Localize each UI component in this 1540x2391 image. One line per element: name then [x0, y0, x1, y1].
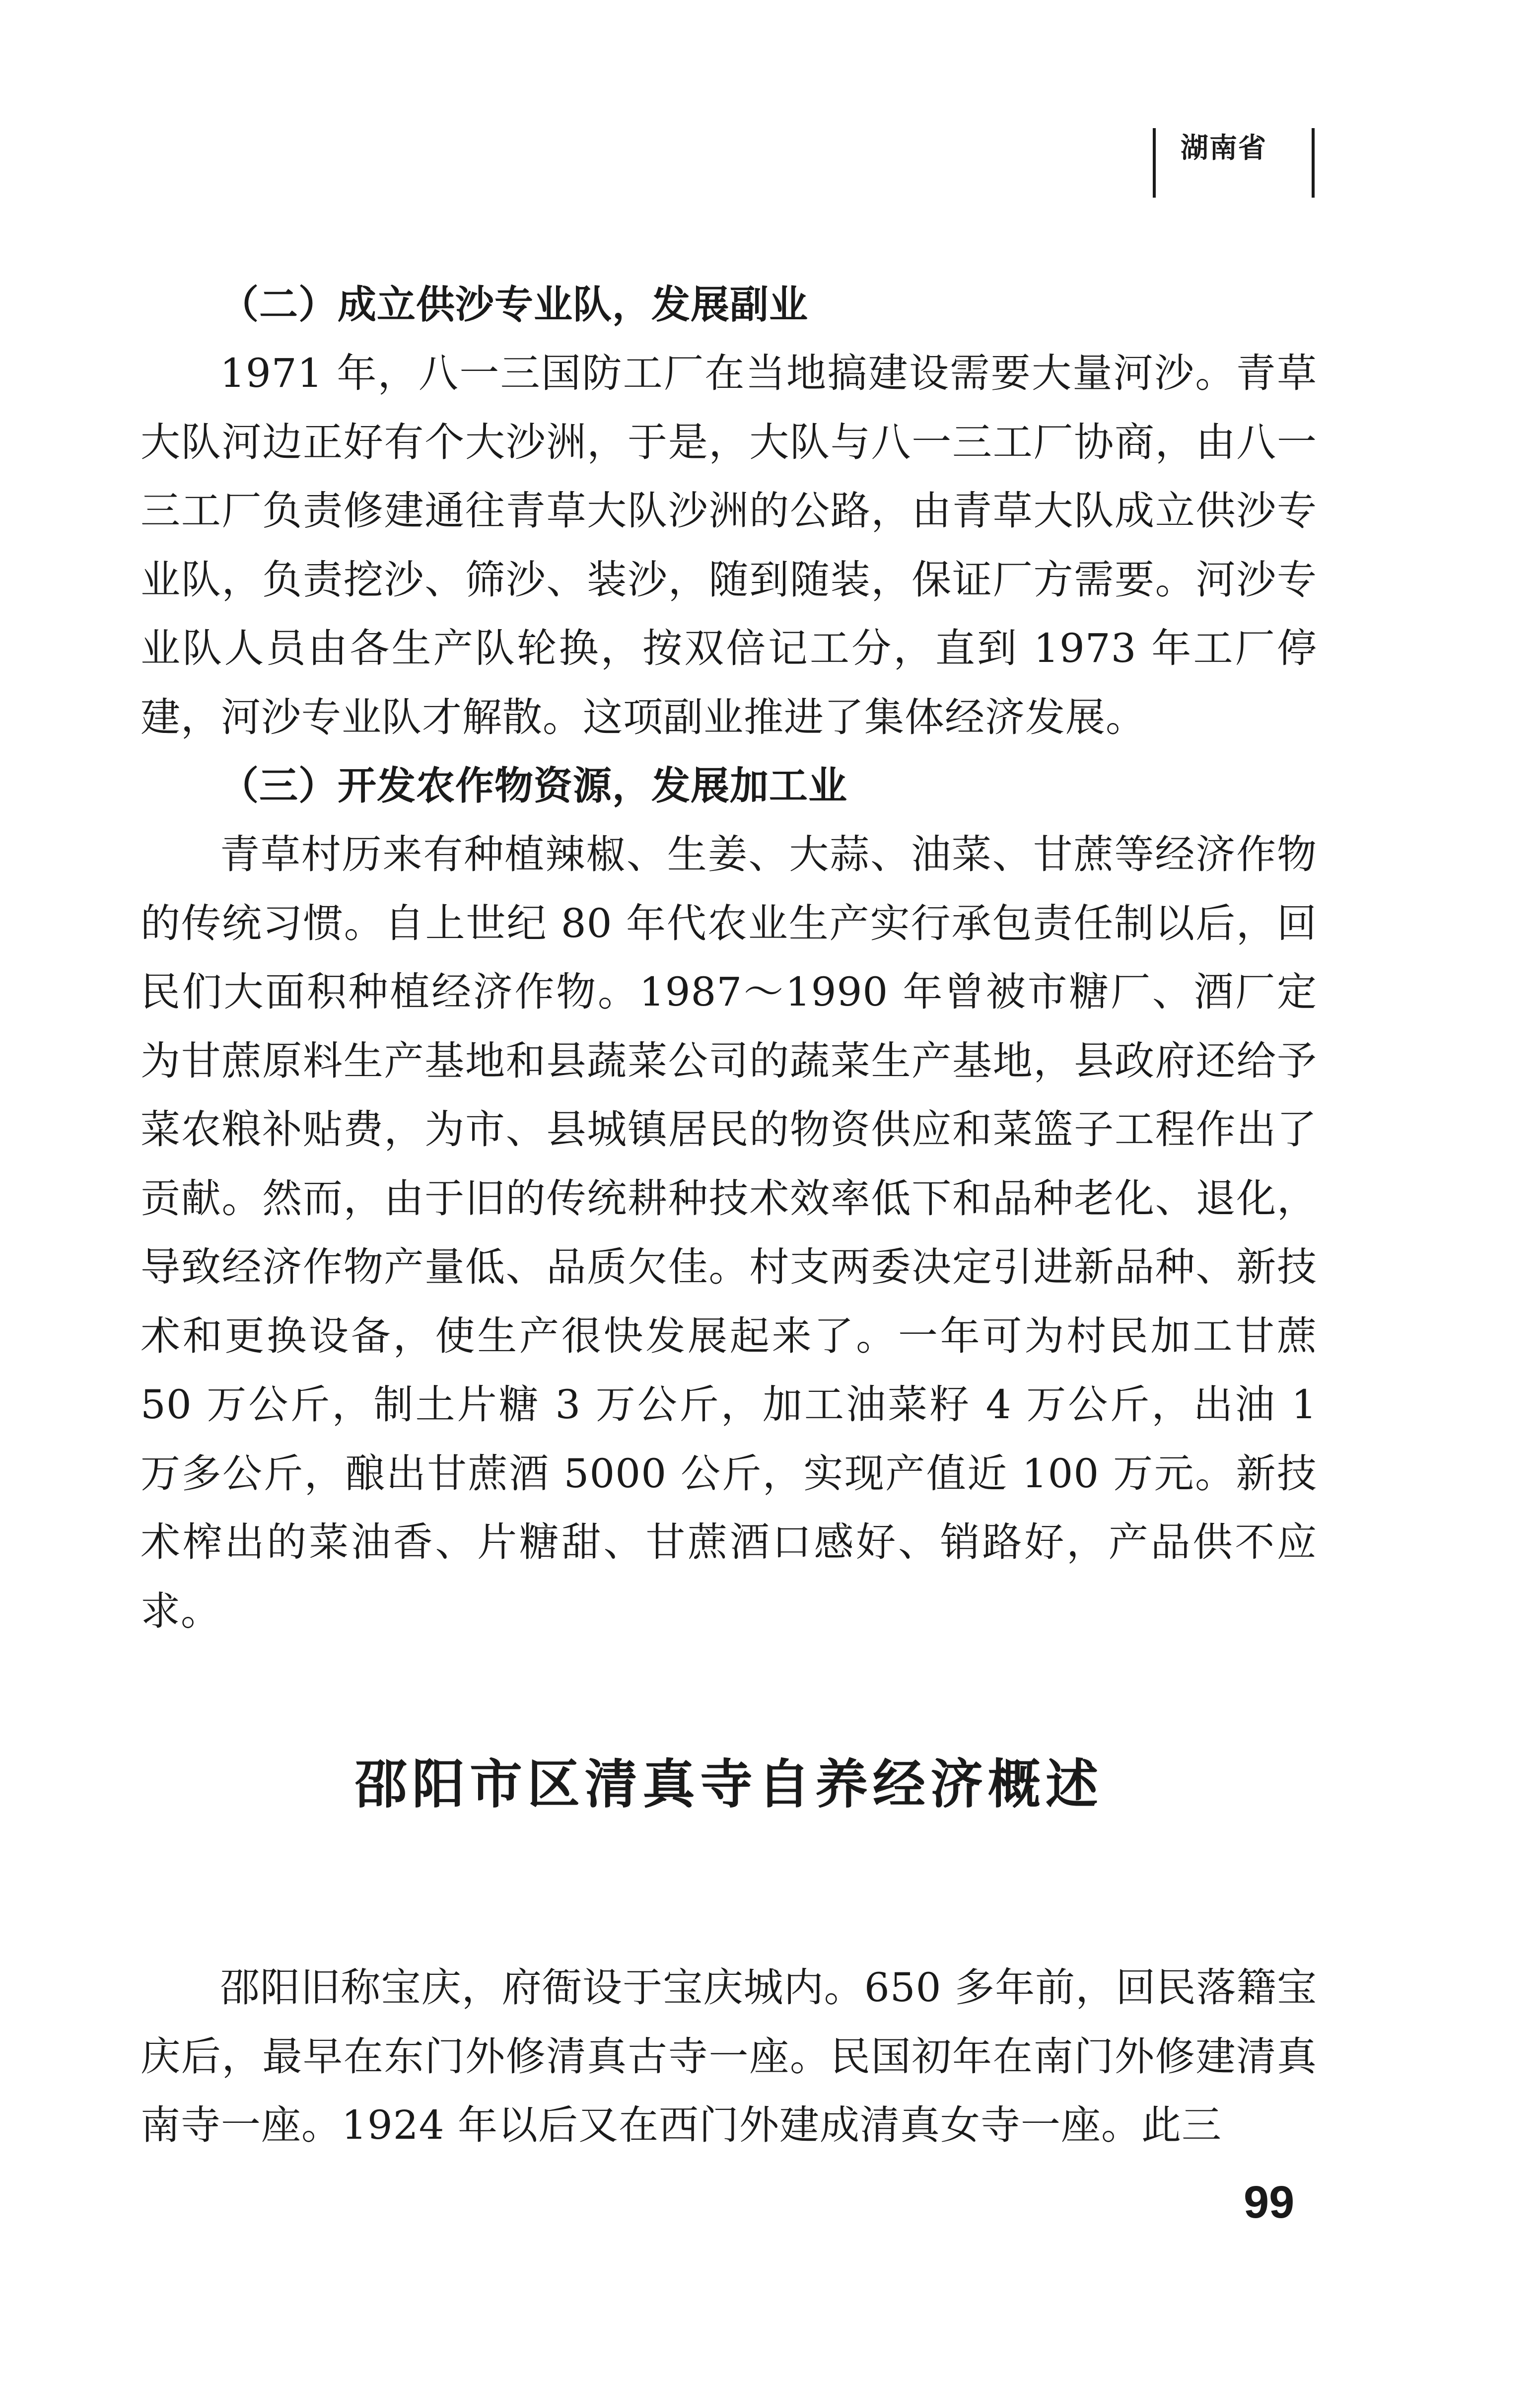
article-title: 邵阳市区清真寺自养经济概述: [354, 1754, 1103, 1815]
paragraph-crop-processing: 青草村历来有种植辣椒、生姜、大蒜、油菜、甘蔗等经济作物的传统习惯。自上世纪 80 年代农业生产实行承包责任制以后，回民们大面积种植经济作物。1987～1990 年曾被市糖厂、酒厂定为甘蔗原料生产基地和县蔬菜公司的蔬菜生产基地，县政府还给予菜农粮补贴费，为市、县城镇居民的物资供应和菜篮子工程作出了贡献。然而，由于旧的传统耕种技术效率低下和品种老化、退化，导致经济作物产量低、品质欠佳。村支两委决定引进新品种、新技术和更换设备，使生产很快发展起来了。一年可为村民加工甘蔗 50 万公斤，制土片糖 3 万公斤，加工油菜籽 4 万公斤，出油 1 万多公斤，酿出甘蔗酒 5000 公斤，实现产值近 100 万元。新技术榨出的菜油香、片糖甜、甘蔗酒口感好、销路好，产品供不应求。: [140, 831, 1317, 1634]
header-rule-right: [1312, 128, 1315, 198]
paragraph-sand-team: 1971 年，八一三国防工厂在当地搞建设需要大量河沙。青草大队河边正好有个大沙洲，于是，大队与八一三工厂协商，由八一三工厂负责修建通往青草大队沙洲的公路，由青草大队成立供沙专业队，负责挖沙、筛沙、装沙，随到随装，保证厂方需要。河沙专业队人员由各生产队轮换，按双倍记工分，直到 1973 年工厂停建，河沙专业队才解散。这项副业推进了集体经济发展。: [140, 350, 1317, 740]
page-number: 99: [1244, 2177, 1295, 2228]
subsection-heading-crop-processing: （三）开发农作物资源，发展加工业: [220, 764, 848, 808]
text-column: [140, 271, 1317, 2160]
header-rule-left: [1153, 128, 1156, 198]
running-header: [1153, 128, 1315, 198]
running-header-title: 湖南省: [1181, 132, 1267, 164]
subsection-heading-sand-team: （二）成立供沙专业队，发展副业: [220, 283, 809, 327]
paragraph-article-intro: 邵阳旧称宝庆，府衙设于宝庆城内。650 多年前，回民落籍宝庆后，最早在东门外修清真古寺一座。民国初年在南门外修建清真南寺一座。1924 年以后又在西门外建成清真女寺一座。此三: [140, 1964, 1317, 2148]
